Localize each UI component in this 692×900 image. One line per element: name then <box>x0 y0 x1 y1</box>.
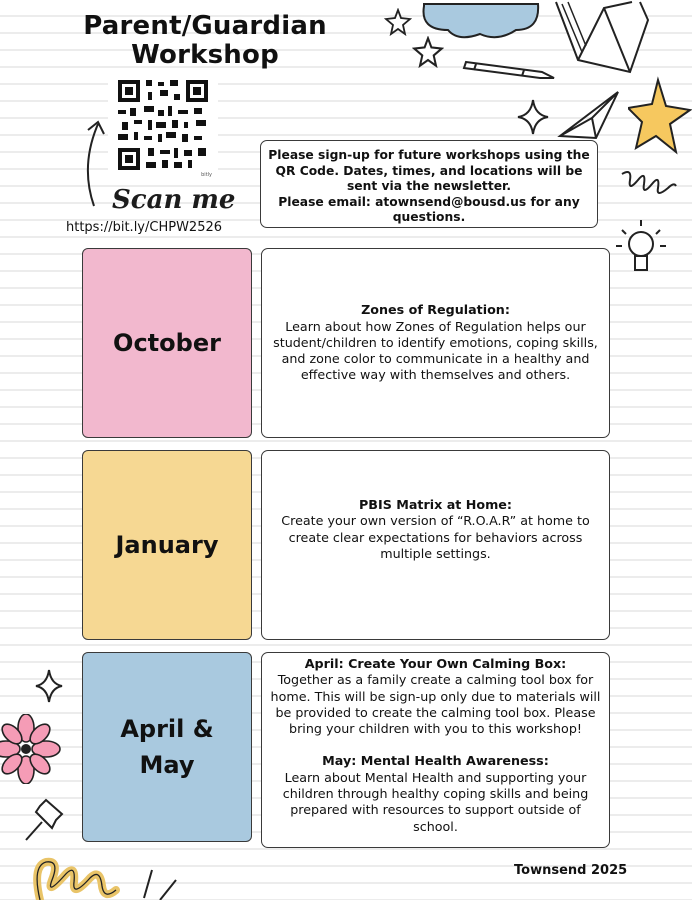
squiggle-yellow-icon <box>30 856 122 900</box>
notice-email: Please email: atownsend@bousd.us for any questions. <box>278 194 580 225</box>
month-card-april-may <box>82 652 252 842</box>
month-card-october <box>82 248 252 438</box>
qr-code[interactable] <box>108 70 218 180</box>
workshop-url[interactable]: https://bit.ly/CHPW2526 <box>66 220 223 235</box>
title-line: Workshop <box>131 40 279 70</box>
title-line: Parent/Guardian <box>83 11 327 41</box>
paper-plane-icon <box>556 90 622 140</box>
pen-icon <box>462 54 558 82</box>
session-heading: May: Mental Health Awareness: <box>322 753 549 769</box>
page-title <box>80 12 330 70</box>
notice-text: Please sign-up for future workshops using the QR Code. Dates, times, and locations will be sent via the newsletter. <box>268 148 590 194</box>
star-outline-icon <box>384 8 412 36</box>
session-body: Together as a family create a calming tool box for home. This will be sign-up only due to materials will be provided to create the calming tool box. Please bring your children with you to this workshop! <box>270 672 601 737</box>
session-body: Create your own version of “R.O.A.R” at home to create clear expectations for behaviors across multiple settings. <box>281 513 590 561</box>
star-outline-icon <box>412 36 444 68</box>
arrow-icon <box>78 116 112 208</box>
pushpin-icon <box>22 790 70 844</box>
scan-me-label: Scan me <box>112 185 236 215</box>
month-card-january <box>82 450 252 640</box>
session-heading: PBIS Matrix at Home: <box>359 497 512 512</box>
session-heading: April: Create Your Own Calming Box: <box>304 656 567 671</box>
signup-notice <box>260 140 598 228</box>
sparkle-icon <box>34 668 64 704</box>
month-label: October <box>113 329 221 357</box>
qr-caption: bitly <box>201 172 212 178</box>
session-description-april-may <box>261 652 610 848</box>
star-icon <box>628 76 692 156</box>
squiggle-icon <box>618 166 678 200</box>
dash-lines-icon <box>140 866 184 900</box>
footer-credit: Townsend 2025 <box>514 863 628 878</box>
sparkle-icon <box>516 98 550 136</box>
session-heading: Zones of Regulation: <box>361 302 510 318</box>
session-body: Learn about how Zones of Regulation helps our student/children to identify emotions, coping skills, and zone color to communicate in a healthy and effective way with themselves and others. <box>273 318 598 383</box>
session-description-october <box>261 248 610 438</box>
session-body: Learn about Mental Health and supporting your children through healthy coping skills and being prepared with resources to support outside of school. <box>282 769 589 834</box>
month-label: April & <box>120 715 214 743</box>
book-icon <box>548 0 658 76</box>
session-description-january <box>261 450 610 640</box>
lightbulb-icon <box>614 216 668 282</box>
month-label: May <box>139 751 195 779</box>
month-label: January <box>115 531 219 559</box>
flower-icon <box>0 714 66 784</box>
